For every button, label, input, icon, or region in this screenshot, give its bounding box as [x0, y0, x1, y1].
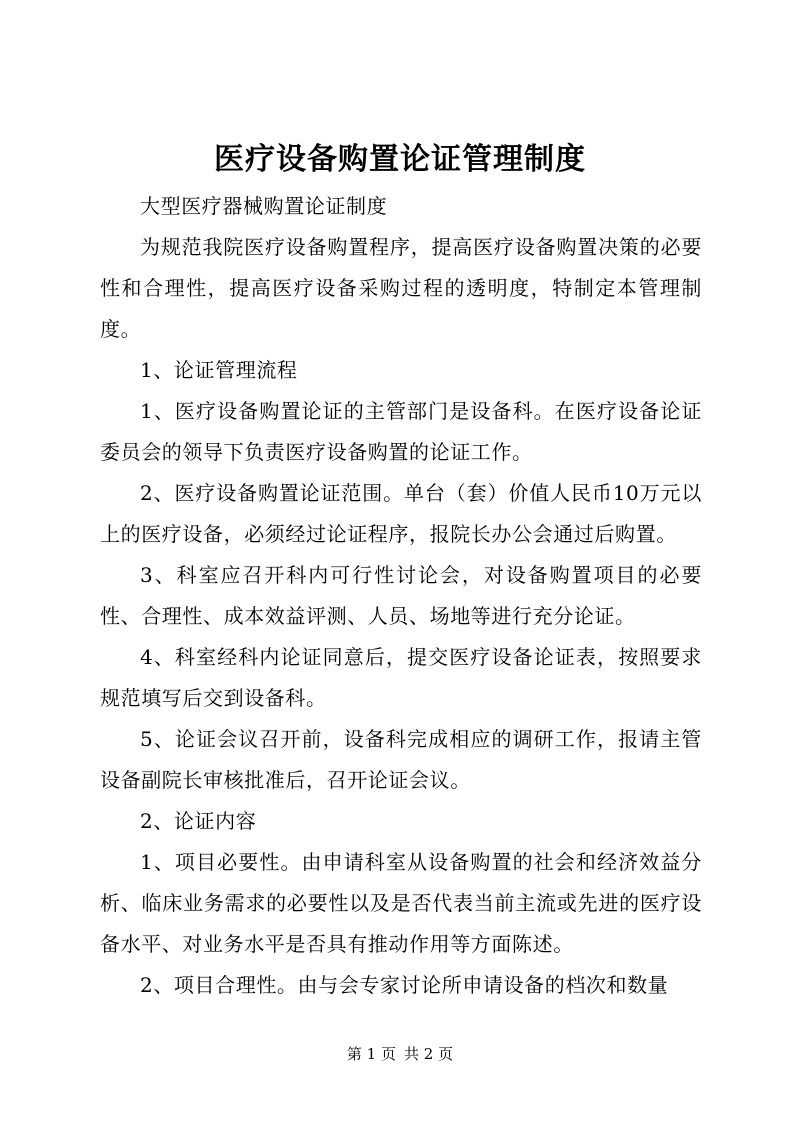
- paragraph-process-2: 2、医疗设备购置论证范围。单台（套）价值人民币10万元以上的医疗设备，必须经过论证程序，报院长办公会通过后购置。: [100, 481, 702, 546]
- document-body: [100, 186, 702, 1006]
- paragraph-process-3: 3、科室应召开科内可行性讨论会，对设备购置项目的必要性、合理性、成本效益评测、人员、场地等进行充分论证。: [100, 563, 702, 628]
- paragraph-content-1: 1、项目必要性。由申请科室从设备购置的社会和经济效益分析、临床业务需求的必要性以及是否代表当前主流或先进的医疗设备水平、对业务水平是否具有推动作用等方面陈述。: [100, 850, 702, 956]
- page-number: 第 1 页: [346, 1045, 396, 1063]
- paragraph-intro: 为规范我院医疗设备购置程序，提高医疗设备购置决策的必要性和合理性，提高医疗设备采购过程的透明度，特制定本管理制度。: [100, 235, 702, 341]
- document-title: 医疗设备购置论证管理制度: [214, 142, 586, 177]
- paragraph-process-4: 4、科室经科内论证同意后，提交医疗设备论证表，按照要求规范填写后交到设备科。: [100, 645, 702, 710]
- paragraph-process-1: 1、医疗设备购置论证的主管部门是设备科。在医疗设备论证委员会的领导下负责医疗设备购置的论证工作。: [100, 399, 702, 464]
- page-footer: [0, 1044, 800, 1064]
- section-heading-content: 2、论证内容: [140, 809, 257, 833]
- page-total: 共 2 页: [404, 1045, 454, 1063]
- section-heading-process: 1、论证管理流程: [140, 358, 298, 382]
- paragraph-subtitle: 大型医疗器械购置论证制度: [140, 194, 388, 218]
- paragraph-process-5: 5、论证会议召开前，设备科完成相应的调研工作，报请主管设备副院长审核批准后，召开论证会议。: [100, 727, 702, 792]
- paragraph-content-2: 2、项目合理性。由与会专家讨论所申请设备的档次和数量: [140, 973, 669, 997]
